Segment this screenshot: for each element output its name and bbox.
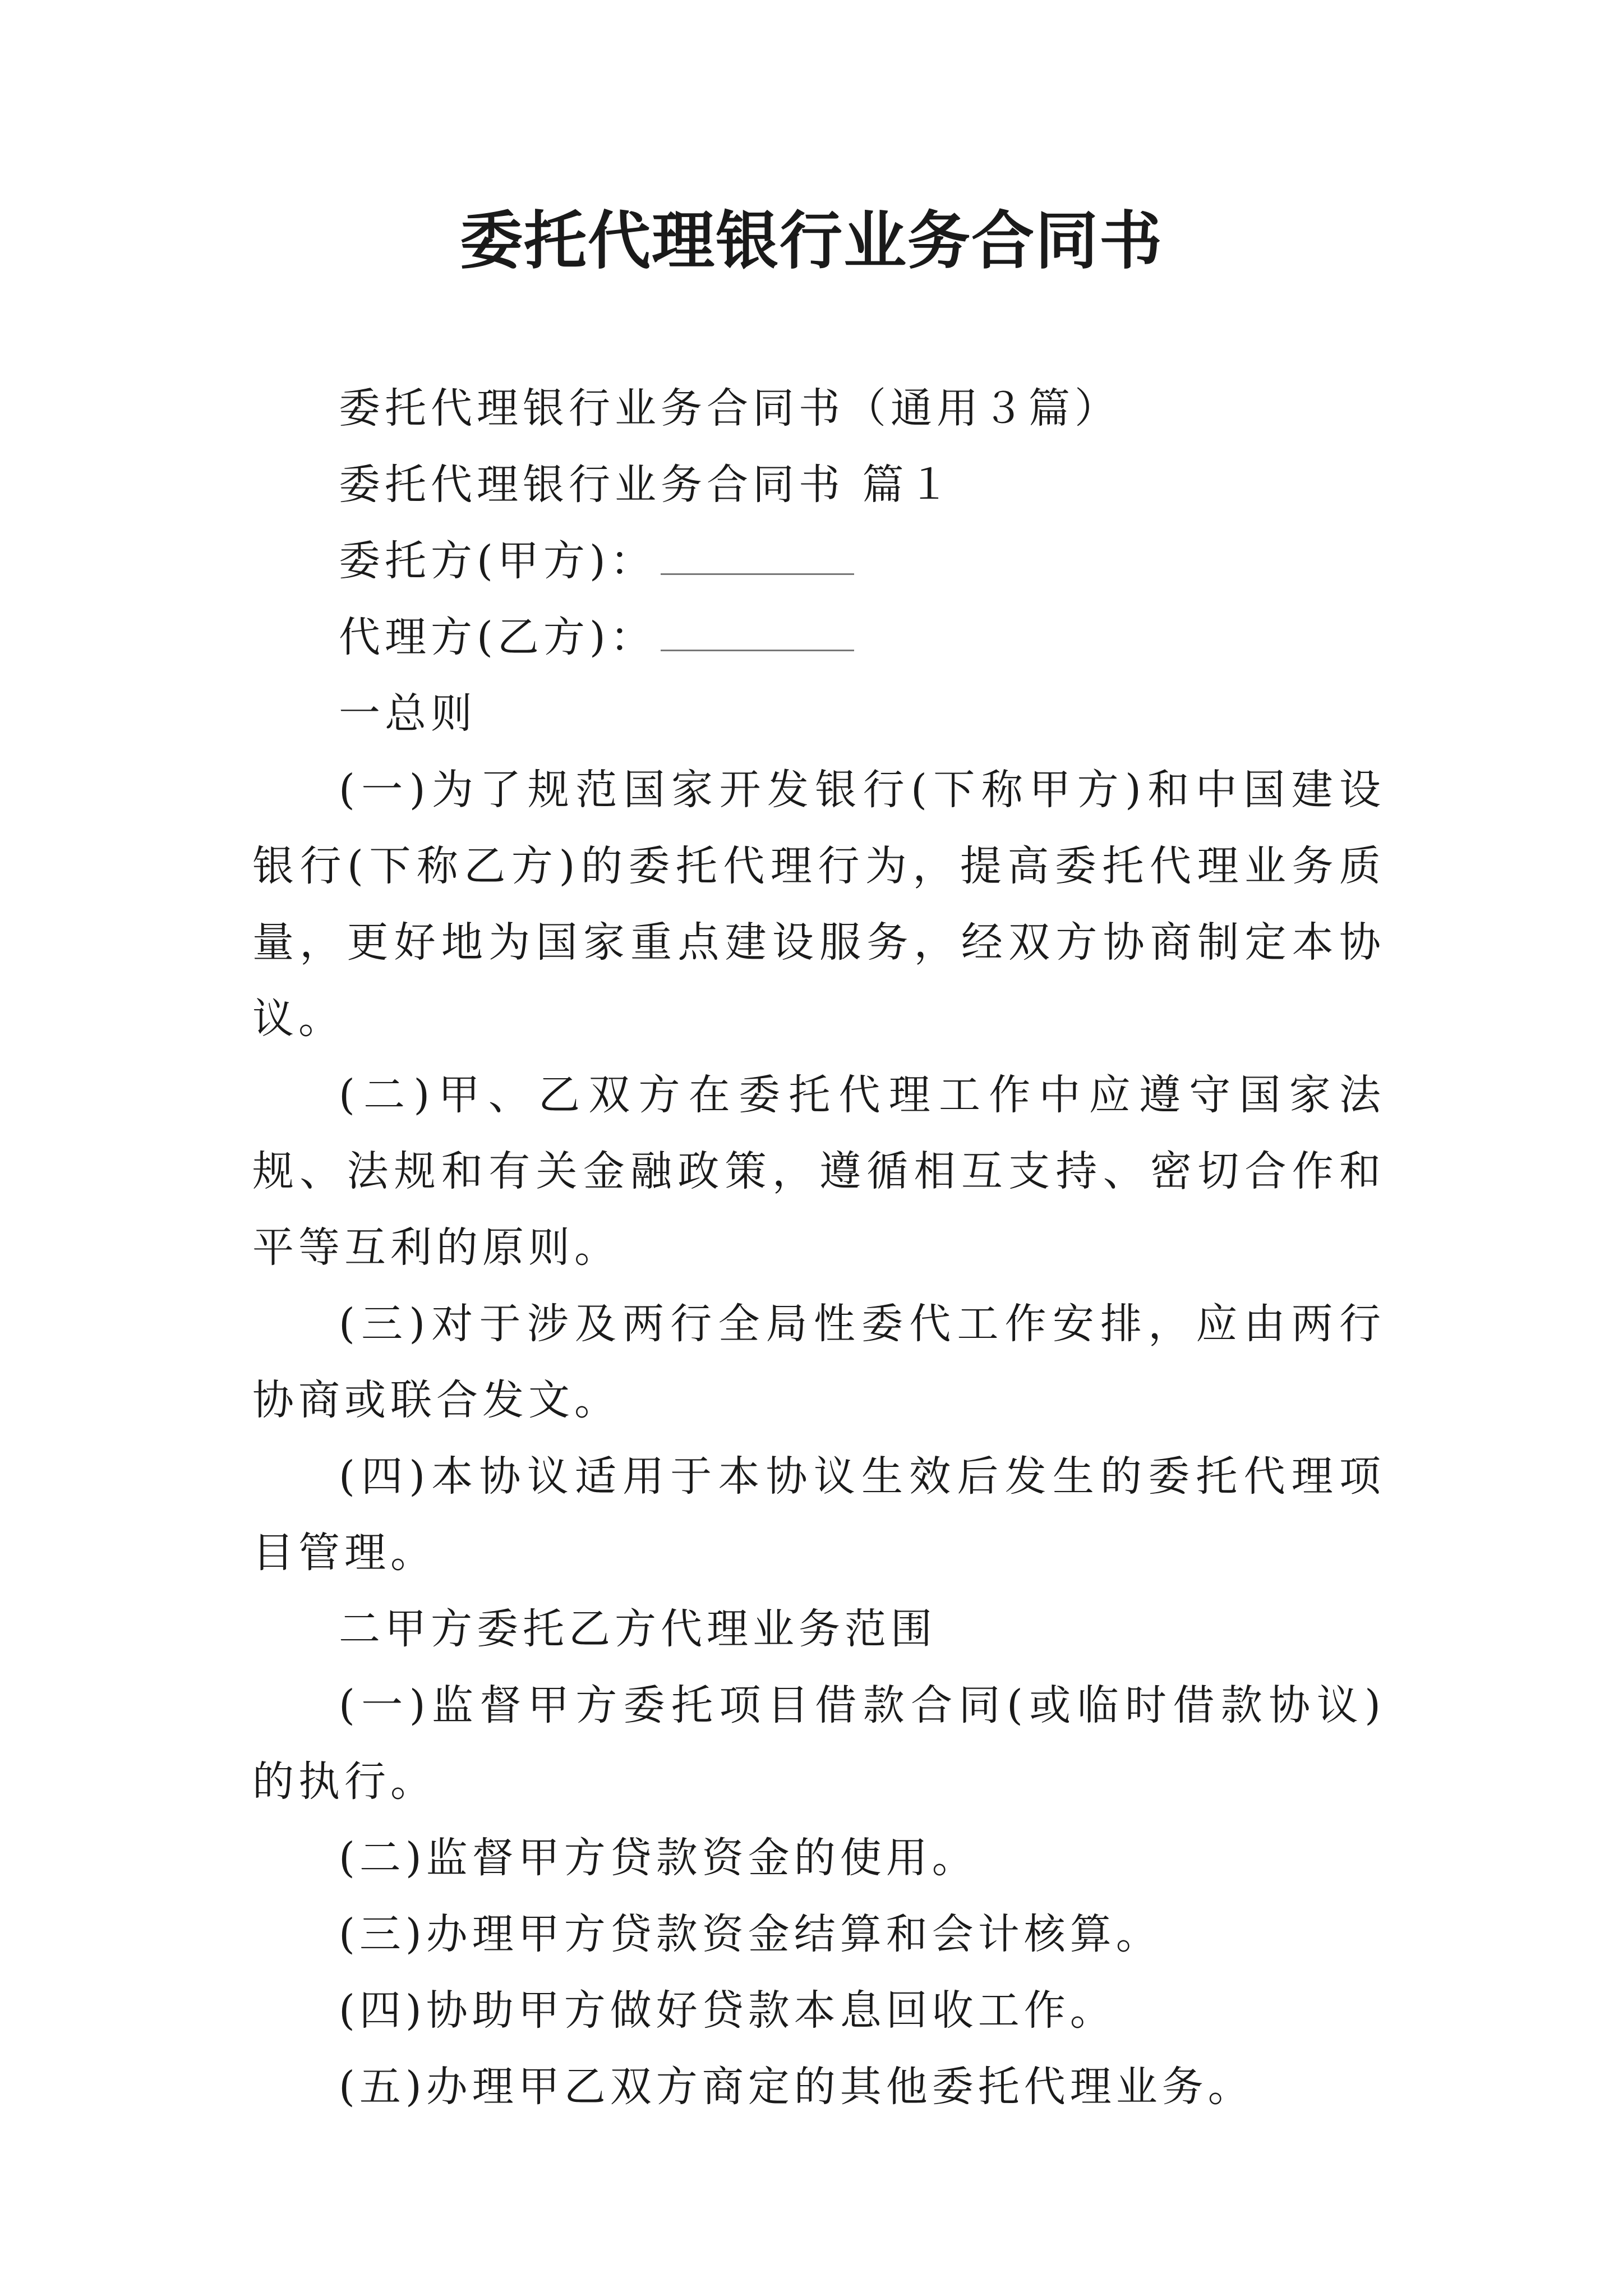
section1-item-1: (一)为了规范国家开发银行(下称甲方)和中国建设银行(下称乙方)的委托代理行为，提高委托代理业务质量，更好地为国家重点建设服务，经双方协商制定本协议。 xyxy=(252,766,1385,1043)
section1-item-4: (四)本协议适用于本协议生效后发生的委托代理项目管理。 xyxy=(252,1452,1385,1577)
document-title: 委托代理银行业务合同书 xyxy=(460,204,1163,278)
section2-item-3: (三)办理甲方贷款资金结算和会计核算。 xyxy=(339,1910,1162,1958)
section2-item-2: (二)监督甲方贷款资金的使用。 xyxy=(339,1834,978,1882)
section2-item-5: (五)办理甲乙双方商定的其他委托代理业务。 xyxy=(339,2063,1254,2111)
document-body xyxy=(252,370,1385,2125)
section2-item-4: (四)协助甲方做好贷款本息回收工作。 xyxy=(339,1986,1116,2035)
party-a-line xyxy=(252,523,1385,599)
part-heading: 委托代理银行业务合同书 篇１ xyxy=(339,461,955,509)
party-b-label: 代理方(乙方)： xyxy=(339,613,656,661)
document-subtitle: 委托代理银行业务合同书（通用３篇） xyxy=(339,384,1121,432)
section1-heading: 一总则 xyxy=(339,689,477,738)
party-b-line xyxy=(252,599,1385,675)
party-a-blank xyxy=(661,540,854,575)
section2-item-1: (一)监督甲方委托项目借款合同(或临时借款协议)的执行。 xyxy=(252,1681,1385,1806)
section1-item-3: (三)对于涉及两行全局性委代工作安排，应由两行协商或联合发文。 xyxy=(252,1300,1385,1424)
party-b-blank xyxy=(661,616,854,651)
section1-item-2: (二)甲、乙双方在委托代理工作中应遵守国家法规、法规和有关金融政策，遵循相互支持、密切合作和平等互利的原则。 xyxy=(252,1071,1385,1272)
section2-heading: 二甲方委托乙方代理业务范围 xyxy=(339,1605,937,1653)
party-a-label: 委托方(甲方)： xyxy=(339,537,656,585)
